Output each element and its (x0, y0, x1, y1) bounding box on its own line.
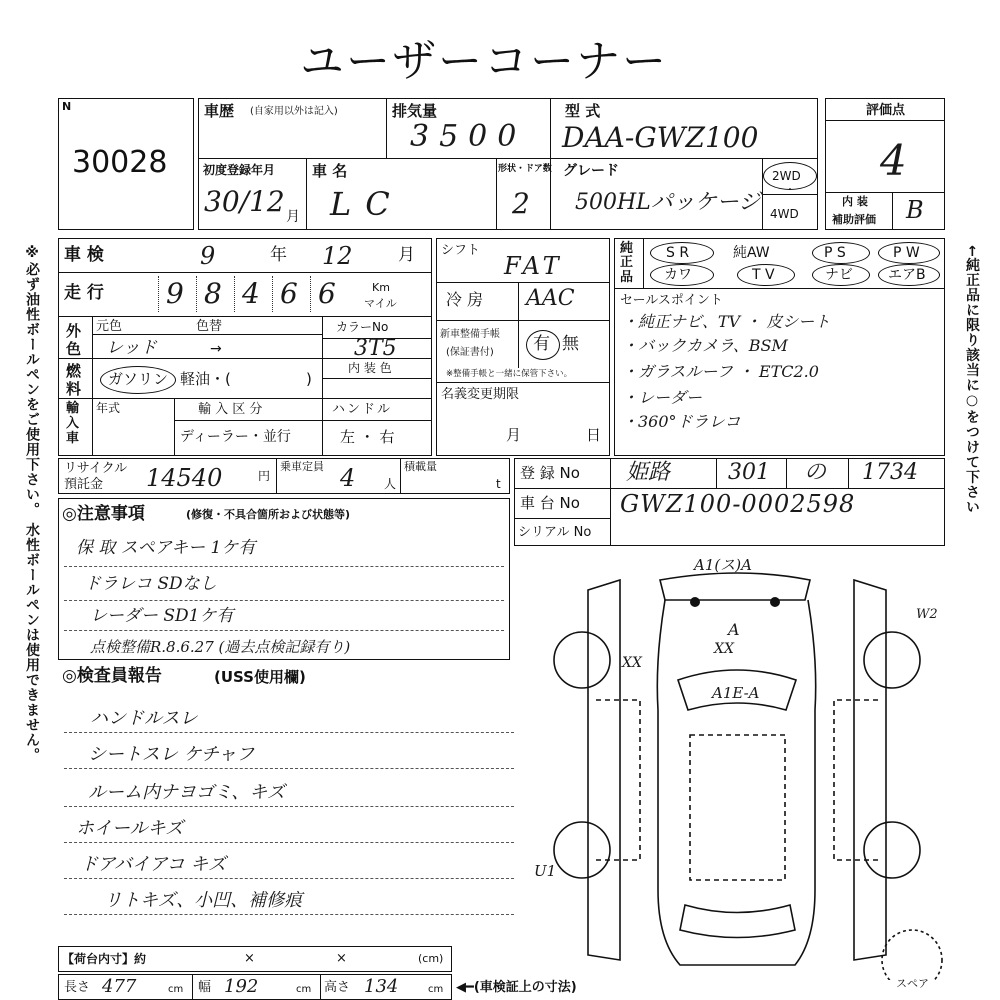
height-unit: cm (428, 984, 444, 995)
diagram-mark-left-xx: XX (622, 655, 642, 671)
wheel-rear-right (864, 822, 920, 878)
wheel-front-right (864, 632, 920, 688)
color-code: 3T5 (354, 336, 397, 361)
ac-label: 冷 房 (446, 290, 484, 309)
height-value: 134 (364, 976, 399, 997)
length-unit: cm (168, 984, 184, 995)
load-unit: t (496, 477, 501, 491)
width-unit: cm (296, 984, 312, 995)
model-label: 型 式 (565, 102, 601, 120)
wheel-front-left (554, 632, 610, 688)
registration-area: 姫路 (626, 460, 671, 485)
recycle-value: 14540 (146, 464, 223, 492)
inspection-year: 9 (200, 242, 216, 270)
recycle-label-2: 預託金 (64, 477, 104, 492)
fuel-rest: 軽油・( (180, 370, 231, 388)
fuel-gasoline: ガソリン (108, 370, 169, 388)
ac-value: AAC (526, 286, 575, 311)
side-note-right: ←純正品に限り該当に○をつけて下さい (964, 245, 980, 515)
diagram-mark-roof: A1(ス)A (694, 556, 752, 574)
serial-label: シリアル No (518, 525, 592, 540)
name-change-label: 名義変更期限 (441, 387, 520, 402)
displacement-value: 3500 (410, 119, 527, 154)
report-line-6: リトキズ、小凹、補修痕 (104, 890, 303, 911)
mileage-digit-1: 9 (166, 277, 184, 310)
import-side-label: 輸入車 (66, 401, 80, 446)
car-name-value: LC (330, 185, 404, 223)
spare-tire (882, 930, 942, 980)
capacity-label: 乗車定員 (280, 460, 324, 473)
mileage-label: 走 行 (64, 283, 104, 303)
diagram-mark-windshield: A1E-A (712, 684, 760, 702)
sales-point-2: ・バックカメラ、BSM (622, 336, 788, 355)
inspection-label: 車 検 (64, 245, 104, 265)
shift-label: シフト (441, 243, 481, 258)
mileage-digits (120, 276, 350, 312)
note-line-2: ドラレコ SDなし (84, 574, 217, 594)
grade-2wd: 2WD (772, 169, 801, 183)
note-line-1: 保 取 スペアキー 1ケ有 (76, 538, 256, 558)
report-title: ◎検査員報告 (62, 666, 162, 686)
first-reg-value: 30/12 (204, 185, 285, 218)
width-label: 幅 (198, 980, 212, 995)
genuine-item-ps: P S (824, 245, 846, 261)
service-no: 無 (562, 334, 579, 354)
mileage-unit-km: Km (372, 281, 390, 294)
wheel-rear-left (554, 822, 610, 878)
shift-value: FAT (504, 252, 563, 280)
registration-label: 登 録 No (520, 464, 580, 482)
score-value: 4 (880, 136, 907, 185)
genuine-item-pw: P W (893, 245, 920, 261)
import-class-label: 輸 入 区 分 (198, 402, 263, 417)
mileage-digit-4: 6 (280, 277, 298, 310)
inspection-month-unit: 月 (398, 245, 415, 265)
lot-number: 30028 (72, 145, 168, 180)
cargo-x1: × (244, 951, 255, 966)
registration-class: 301 (728, 460, 770, 485)
rear-window (680, 905, 795, 938)
load-label: 積載量 (404, 460, 437, 473)
genuine-item-airbag: エアB (888, 267, 926, 283)
sales-point-1: ・純正ナビ、TV ・ 皮シート (622, 312, 831, 331)
capacity-value: 4 (340, 464, 356, 492)
height-label: 高さ (324, 980, 351, 995)
mileage-digit-5: 6 (318, 277, 336, 310)
recycle-label-1: リサイクル (64, 461, 128, 476)
fuel-close: ) (306, 370, 312, 388)
interior-label-1: 内 装 (842, 195, 868, 208)
capacity-unit: 人 (384, 477, 397, 491)
interior-color-label: 内 装 色 (348, 361, 392, 375)
note-line-4: 点検整備R.8.6.27 (過去点検記録有り) (90, 638, 351, 656)
report-line-3: ルーム内ナヨゴミ、キズ (88, 782, 285, 803)
service-note: ※整備手帳と一緒に保管下さい。 (446, 369, 573, 379)
model-value: DAA-GWZ100 (562, 121, 759, 154)
left-door-panel (588, 580, 620, 960)
report-line-2: シートスレ ケチャフ (88, 744, 255, 765)
sales-point-5: ・360°ドラレコ (622, 412, 741, 431)
width-value: 192 (224, 976, 259, 997)
notes-subtitle: (修復・不具合箇所および状態等) (186, 508, 351, 521)
first-reg-label: 初度登録年月 (203, 163, 276, 177)
cargo-unit: (cm) (418, 952, 444, 965)
length-value: 477 (102, 976, 137, 997)
grade-value: 500HLパッケージ (575, 190, 761, 215)
service-yes: 有 (533, 334, 550, 354)
note-line-3: レーダー SD1ケ有 (90, 606, 234, 626)
spare-label: スペア (896, 977, 929, 990)
genuine-item-navi: ナビ (825, 267, 853, 283)
grade-dot: ・ (785, 185, 795, 196)
diagram-mark-right-w2: W2 (916, 607, 938, 622)
diagram-mark-hood-xx: XX (714, 641, 734, 657)
dims-note: ◀━(車検証上の寸法) (456, 980, 577, 995)
color-value: レッド (106, 338, 157, 358)
length-label: 長さ (64, 980, 91, 995)
report-subtitle: (USS使用欄) (214, 668, 306, 686)
displacement-label: 排気量 (392, 102, 438, 120)
sales-points-label: セールスポイント (620, 293, 723, 308)
genuine-item-aw: 純AW (733, 245, 770, 261)
mileage-digit-2: 8 (204, 277, 222, 310)
import-class-value: ディーラー・並行 (180, 429, 291, 445)
interior-value: B (906, 196, 924, 224)
import-year-label: 年式 (96, 401, 121, 415)
first-reg-month: 月 (286, 209, 300, 225)
side-note-left: ※必ず油性ボールペンをご使用下さい。 水性ボールペンは使用できません。 (24, 245, 40, 763)
lot-label: N (62, 100, 72, 113)
inspection-month: 12 (322, 242, 353, 270)
sales-point-4: ・レーダー (622, 388, 703, 407)
chassis-value: GWZ100-0002598 (620, 490, 856, 518)
diagram-mark-left-u1: U1 (534, 862, 557, 880)
doors-label: 形状・ドア数 (498, 164, 552, 174)
cargo-label: 【荷台内寸】約 (62, 952, 147, 966)
registration-kana: の (804, 460, 827, 485)
chassis-label: 車 台 No (520, 494, 580, 512)
name-change-day: 日 (586, 426, 602, 444)
car-diagram (540, 556, 960, 980)
color-side-label: 外色 (66, 322, 82, 358)
genuine-item-tv: T V (752, 267, 775, 283)
score-label: 評価点 (866, 103, 906, 118)
inspection-year-unit: 年 (270, 245, 287, 265)
genuine-item-sr: S R (666, 245, 690, 261)
sales-point-3: ・ガラスルーフ ・ ETC2.0 (622, 362, 819, 381)
car-history-note: (自家用以外は記入) (250, 106, 338, 117)
page-title: ユーザーコーナー (300, 36, 668, 87)
fuel-side-label: 燃料 (66, 362, 82, 398)
handle-label: ハンドル (332, 402, 393, 417)
registration-number: 1734 (862, 460, 918, 485)
color-repaint-label: 色替 (196, 319, 223, 334)
car-name-label: 車 名 (312, 162, 348, 180)
grade-label: グレード (563, 163, 619, 179)
car-body-outline (657, 600, 815, 965)
notes-title: ◎注意事項 (62, 504, 145, 524)
mileage-digit-3: 4 (242, 277, 260, 310)
name-change-month: 月 (506, 426, 522, 444)
diagram-mark-hood-a: A (728, 620, 740, 639)
grade-4wd: 4WD (770, 207, 799, 221)
genuine-side-label: 純正品 (620, 241, 634, 285)
color-orig-label: 元色 (96, 319, 123, 334)
color-arrow: → (210, 341, 222, 357)
interior-label-2: 補助評価 (832, 213, 876, 226)
recycle-unit: 円 (258, 469, 271, 483)
genuine-item-kawa: カワ (664, 267, 692, 283)
cargo-x2: × (336, 951, 347, 966)
report-line-4: ホイールキズ (76, 818, 184, 839)
color-code-label: カラーNo (336, 320, 389, 334)
service-book-label-2: (保証書付) (446, 347, 494, 358)
handle-value: 左 ・ 右 (340, 428, 395, 446)
service-book-label-1: 新車整備手帳 (440, 329, 500, 340)
car-roof-top (660, 573, 810, 600)
report-line-1: ハンドルスレ (90, 708, 198, 729)
mileage-unit-mile: マイル (364, 297, 397, 310)
report-line-5: ドアバイアコ キズ (80, 854, 226, 875)
car-history-label: 車歴 (204, 102, 235, 120)
doors-value: 2 (512, 187, 530, 220)
right-door-panel (854, 580, 886, 960)
